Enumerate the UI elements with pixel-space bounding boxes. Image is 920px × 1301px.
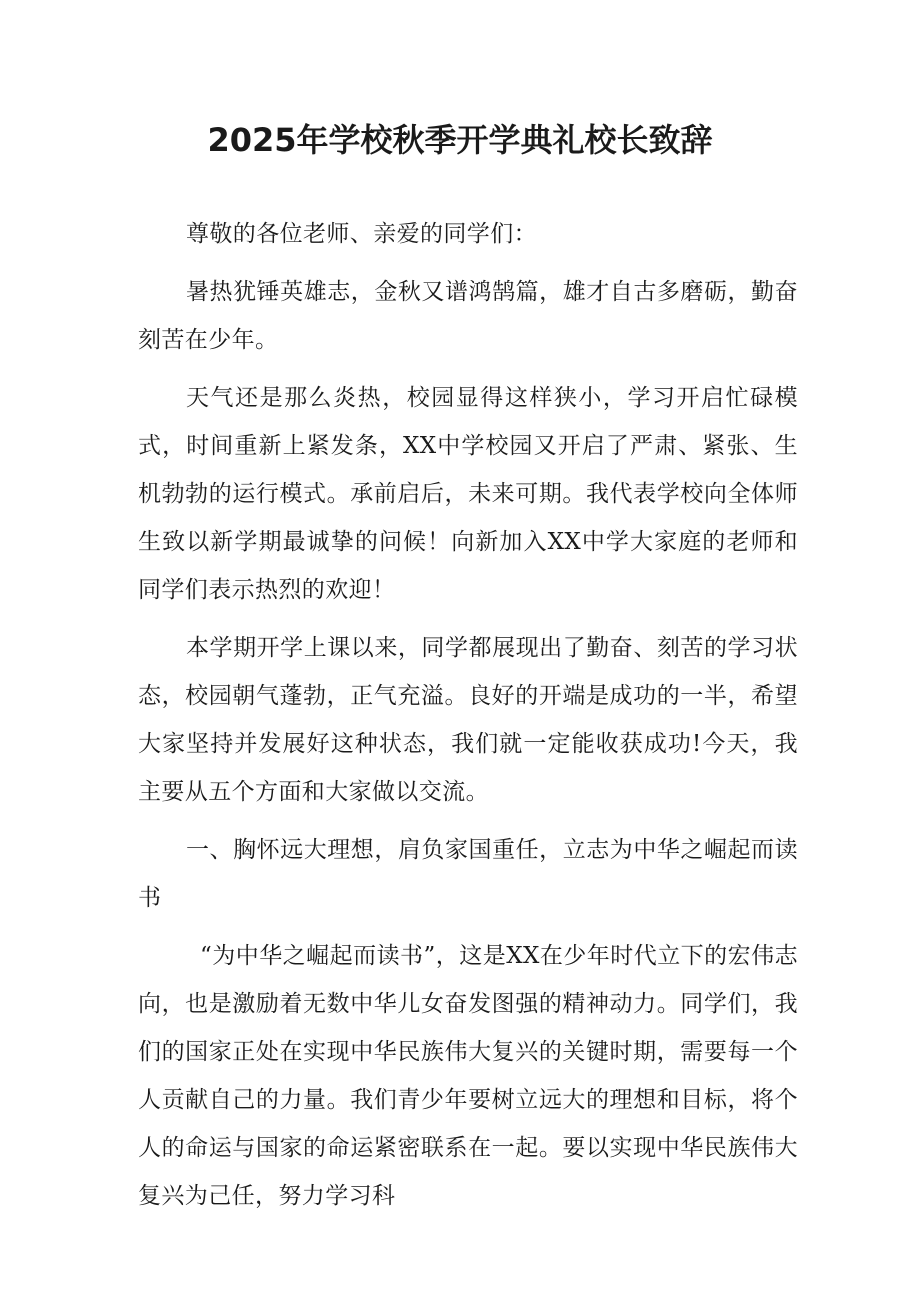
section-one-body-paragraph: “为中华之崛起而读书”，这是XX在少年时代立下的宏伟志向，也是激励着无数中华儿女奋发图强的精神动力。同学们，我们的国家正处在实现中华民族伟大复兴的关键时期，需要每一个人贡献自己的力量。我们青少年要树立远大的理想和目标，将个人的命运与国家的命运紧密联系在一起。要以实现中华民族伟大复兴为己任，努力学习科 xyxy=(138,943,798,1209)
salutation-paragraph: 尊敬的各位老师、亲爱的同学们： xyxy=(186,221,537,247)
document-title: 2025年学校秋季开学典礼校长致辞 xyxy=(207,121,713,159)
opening-verse-paragraph: 暑热犹锤英雄志，金秋又谱鸿鹄篇，雄才自古多磨砺，勤奋刻苦在少年。 xyxy=(138,279,798,353)
document-body xyxy=(138,210,798,1230)
section-one-heading: 一、胸怀远大理想，肩负家国重任，立志为中华之崛起而读书 xyxy=(138,837,798,911)
welcome-paragraph: 天气还是那么炎热，校园显得这样狭小，学习开启忙碌模式，时间重新上紧发条，XX中学校园又开启了严肃、紧张、生机勃勃的运行模式。承前启后，未来可期。我代表学校向全体师生致以新学期最诚挚的问候！向新加入XX中学大家庭的老师和同学们表示热烈的欢迎！ xyxy=(138,385,798,603)
semester-status-paragraph: 本学期开学上课以来，同学都展现出了勤奋、刻苦的学习状态，校园朝气蓬勃，正气充溢。良好的开端是成功的一半，希望大家坚持并发展好这种状态，我们就一定能收获成功!今天，我主要从五个方面和大家做以交流。 xyxy=(138,635,798,805)
